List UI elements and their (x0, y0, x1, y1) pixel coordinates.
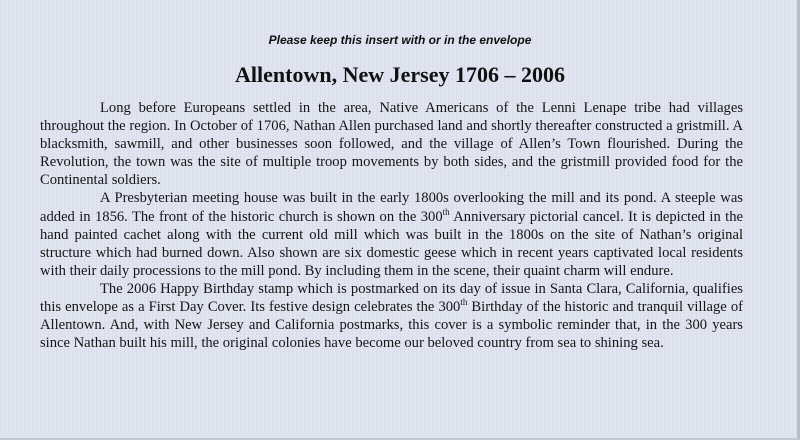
paragraph-church-text-start: A Presbyterian meeting house was built in the early 1800s overlooking the mill and its pond. A steeple was added in 1856. The front of the historic church is shown on the 300 (40, 190, 743, 225)
document-body (40, 99, 743, 352)
paragraph-history (40, 99, 743, 189)
paragraph-stamp-text-end: Birthday of the historic and tranquil village of Allentown. And, with New Jersey and California postmarks, this cover is a symbolic reminder that, in the 300 years since Nathan built his mill, the original colonies have become our beloved country from sea to shining sea. (40, 299, 743, 352)
paragraph-church-text-end: Anniversary pictorial cancel. It is depicted in the hand painted cachet along with the current old mill which was built in the 1800s on the site of Nathan’s original structure which had burned down. Also shown are six domestic geese which in recent years captivated local residents with their daily processions to the mill pond. By including them in the scene, their quaint charm will endure. (40, 208, 743, 279)
paragraph-church (40, 189, 743, 279)
paragraph-stamp-text-start: The 2006 Happy Birthday stamp which is postmarked on its day of issue in Santa Clara, California, qualifies this envelope as a First Day Cover. Its festive design celebrates the 300 (40, 280, 743, 316)
paragraph-stamp (40, 280, 743, 352)
document-title: Allentown, New Jersey 1706 – 2006 (235, 62, 565, 87)
ordinal-suffix: th (460, 297, 468, 308)
paragraph-history-text: Long before Europeans settled in the area, Native Americans of the Lenni Lenape tribe had villages throughout the region. In October of 1706, Nathan Allen purchased land and shortly thereafter constructed a gristmill. A blacksmith, sawmill, and other businesses soon followed, and the village of Allen’s Town flourished. During the Revolution, the town was the site of multiple troop movements by both sides, and the gristmill provided food for the Continental soldiers. (40, 100, 743, 189)
ordinal-suffix: th (442, 206, 450, 217)
keep-insert-notice: Please keep this insert with or in the envelope (268, 33, 532, 47)
